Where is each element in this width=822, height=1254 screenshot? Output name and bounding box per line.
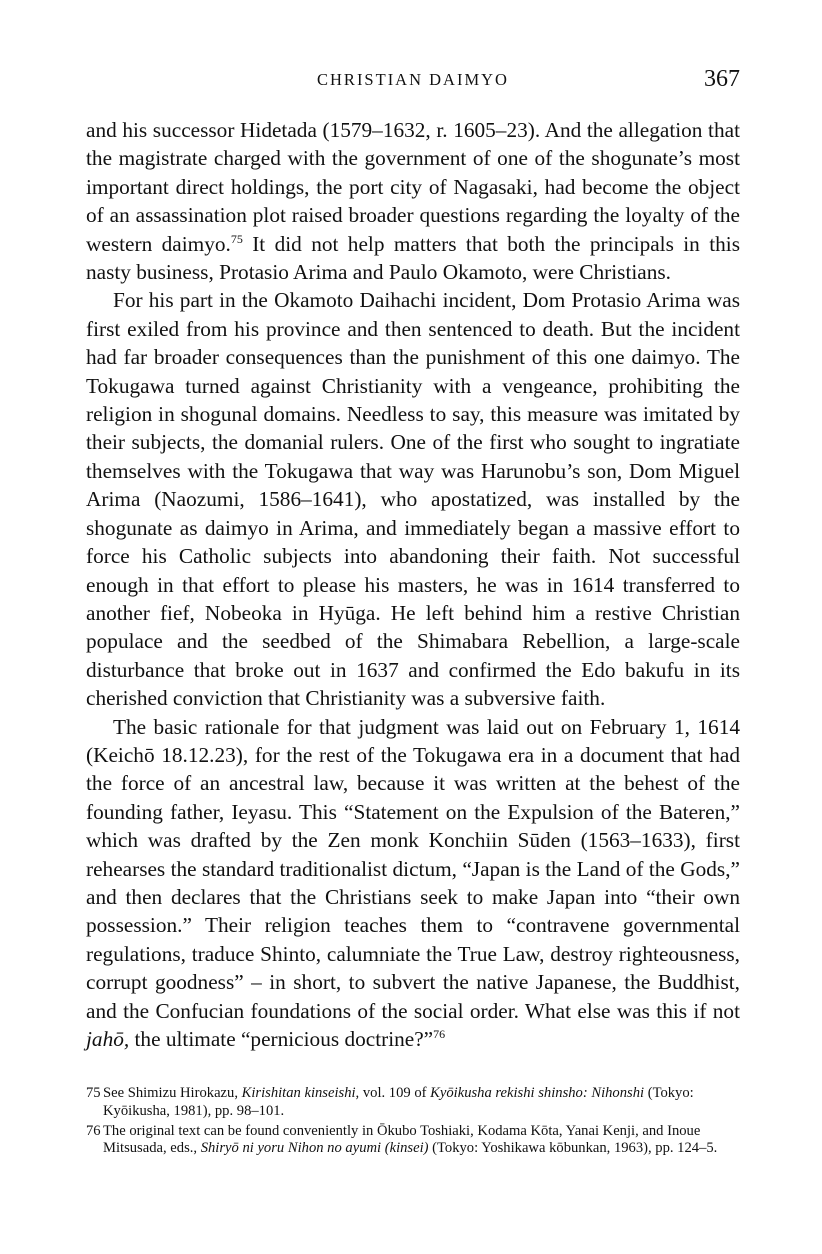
footnote-text: (Tokyo: Yoshikawa kōbunkan, 1963), pp. 124–5. xyxy=(428,1140,718,1157)
footnote-text: See Shimizu Hirokazu, xyxy=(103,1085,242,1101)
body-text xyxy=(86,116,740,1053)
footnote-title: Shiryō ni yoru Nihon no ayumi (kinsei) xyxy=(200,1140,429,1157)
paragraph-3 xyxy=(86,713,740,1054)
footnote-number: 75 xyxy=(86,1085,101,1101)
paragraph-2 xyxy=(86,286,740,712)
footnote-text: (Tokyo: Kyōikusha, 1981), pp. 98–101. xyxy=(103,1085,694,1119)
footnote-number: 76 xyxy=(86,1122,101,1139)
footnotes xyxy=(86,1085,740,1160)
paragraph-1-tail: It did not help matters that both the principals in this nasty business, Protasio Arima and Paulo Okamoto, were Christians. xyxy=(86,231,740,285)
footnote-text: vol. 109 of xyxy=(359,1085,431,1101)
footnote-ref-75[interactable]: 75 xyxy=(230,231,243,246)
page-header xyxy=(86,66,740,96)
italic-term-jaho: jahō, xyxy=(86,1027,130,1051)
footnote-text: The original text can be found conveniently in Ōkubo Toshiaki, Kodama Kōta, Yanai Kenji, and Inoue Mitsusada, eds., xyxy=(103,1122,701,1157)
paragraph-3-tail: the ultimate “pernicious doctrine?” xyxy=(129,1027,434,1051)
running-head: CHRISTIAN DAIMYO xyxy=(317,70,509,89)
footnote-75 xyxy=(86,1085,740,1121)
footnote-title: Kirishitan kinseishi, xyxy=(241,1085,360,1101)
footnote-76 xyxy=(86,1123,740,1159)
footnote-ref-76[interactable]: 76 xyxy=(433,1027,446,1041)
paragraph-1 xyxy=(86,116,740,286)
page-number: 367 xyxy=(704,66,740,92)
footnote-series-title: Kyōikusha rekishi shinsho: Nihonshi xyxy=(430,1085,645,1101)
paragraph-1-text: and his successor Hidetada (1579–1632, r. 1605–23). And the allegation that the magistrate charged with the government of one of the shogunate’s most important direct holdings, the port city of Nagasaki, had become the object of an assassination plot raised broader questions regarding the loyalty of the western daimyo. xyxy=(86,118,740,256)
paragraph-3-text: The basic rationale for that judgment was laid out on February 1, 1614 (Keichō 18.12.23), for the rest of the Tokugawa era in a document that had the force of an ancestral law, because it was written at the behest of the founding father, Ieyasu. This “Statement on the Expulsion of the Bateren,” which was drafted by the Zen monk Konchiin Sūden (1563–1633), first rehearses the standard traditionalist dictum, “Japan is the Land of the Gods,” and then declares that the Christians seek to make Japan into “their own possession.” Their religion teaches them to “contravene governmental regulations, traduce Shinto, calumniate the True Law, destroy righteousness, corrupt goodness” – in short, to subvert the native Japanese, the Buddhist, and the Confucian foundations of the social order. What else was this if not xyxy=(86,714,740,1023)
paragraph-2-text: For his part in the Okamoto Daihachi incident, Dom Protasio Arima was first exiled from his province and then sentenced to death. But the incident had far broader consequences than the punishment of this one daimyo. The Tokugawa turned against Christianity with a vengeance, prohibiting the religion in shogunal domains. Needless to say, this measure was imitated by their subjects, the domanial rulers. One of the first who sought to ingratiate themselves with the Tokugawa that way was Harunobu’s son, Dom Miguel Arima (Naozumi, 1586–1641), who apostatized, was installed by the shogunate as daimyo in Arima, and immediately began a massive effort to force his Catholic subjects into abandoning their faith. Not successful enough in that effort to please his masters, he was in 1614 transferred to another fief, Nobeoka in Hyūga. He left behind him a restive Christian populace and the seedbed of the Shimabara Rebellion, a large-scale disturbance that broke out in 1637 and confirmed the Edo bakufu in its cherished conviction that Christianity was a subversive faith. xyxy=(86,288,740,711)
